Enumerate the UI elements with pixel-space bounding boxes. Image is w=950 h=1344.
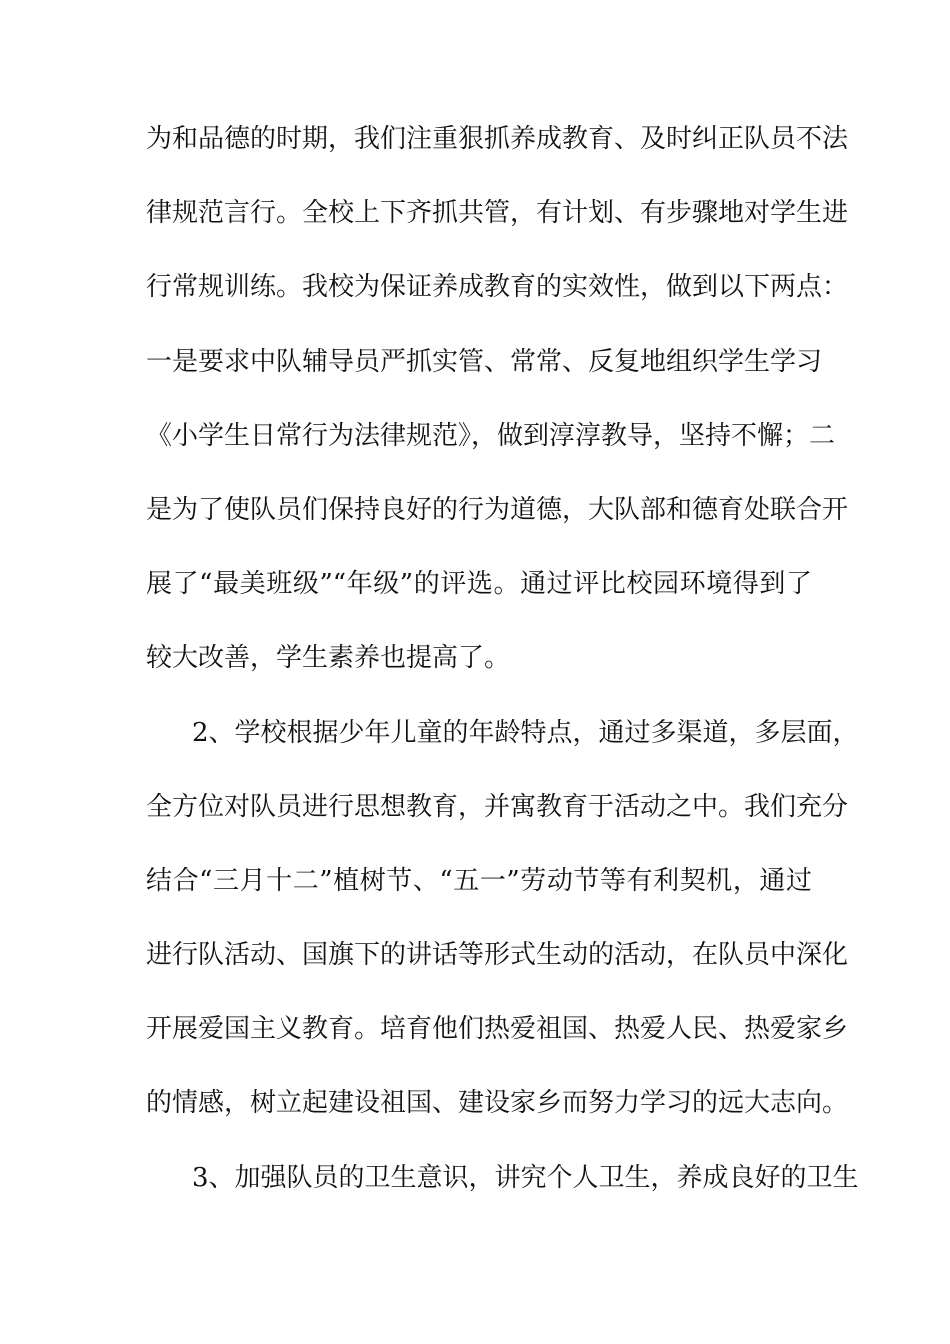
text-line: 律规范言行。全校上下齐抓共管，有计划、有步骤地对学生进: [146, 198, 849, 229]
text-line: 全方位对队员进行思想教育，并寓教育于活动之中。我们充分: [146, 791, 849, 822]
text-line: 的情感，树立起建设祖国、建设家乡而努力学习的远大志向。: [146, 1088, 849, 1119]
text-line: 开展爱国主义教育。培育他们热爱祖国、热爱人民、热爱家乡: [146, 1014, 849, 1045]
text-line: 较大改善，学生素养也提高了。: [146, 643, 511, 674]
text-line: 一是要求中队辅导员严抓实管、常常、反复地组织学生学习: [146, 346, 823, 377]
text-line: 结合“三月十二”植树节、“五一”劳动节等有利契机，通过: [146, 865, 812, 896]
text-line: 展了“最美班级”“年级”的评选。通过评比校园环境得到了: [146, 569, 812, 600]
text-line: 进行队活动、国旗下的讲话等形式生动的活动，在队员中深化: [146, 940, 849, 971]
text-line: 为和品德的时期，我们注重狠抓养成教育、及时纠正队员不法: [146, 124, 849, 154]
text-line: 行常规训练。我校为保证养成教育的实效性，做到以下两点：: [146, 272, 849, 303]
text-line: 3、加强队员的卫生意识，讲究个人卫生，养成良好的卫生: [192, 1162, 859, 1193]
text-line: 是为了使队员们保持良好的行为道德，大队部和德育处联合开: [146, 494, 849, 525]
body-text: [146, 124, 859, 1239]
text-line: 2、学校根据少年儿童的年龄特点，通过多渠道，多层面，: [192, 717, 859, 748]
text-line: 《小学生日常行为法律规范》，做到淳淳教导，坚持不懈；二: [146, 420, 836, 451]
